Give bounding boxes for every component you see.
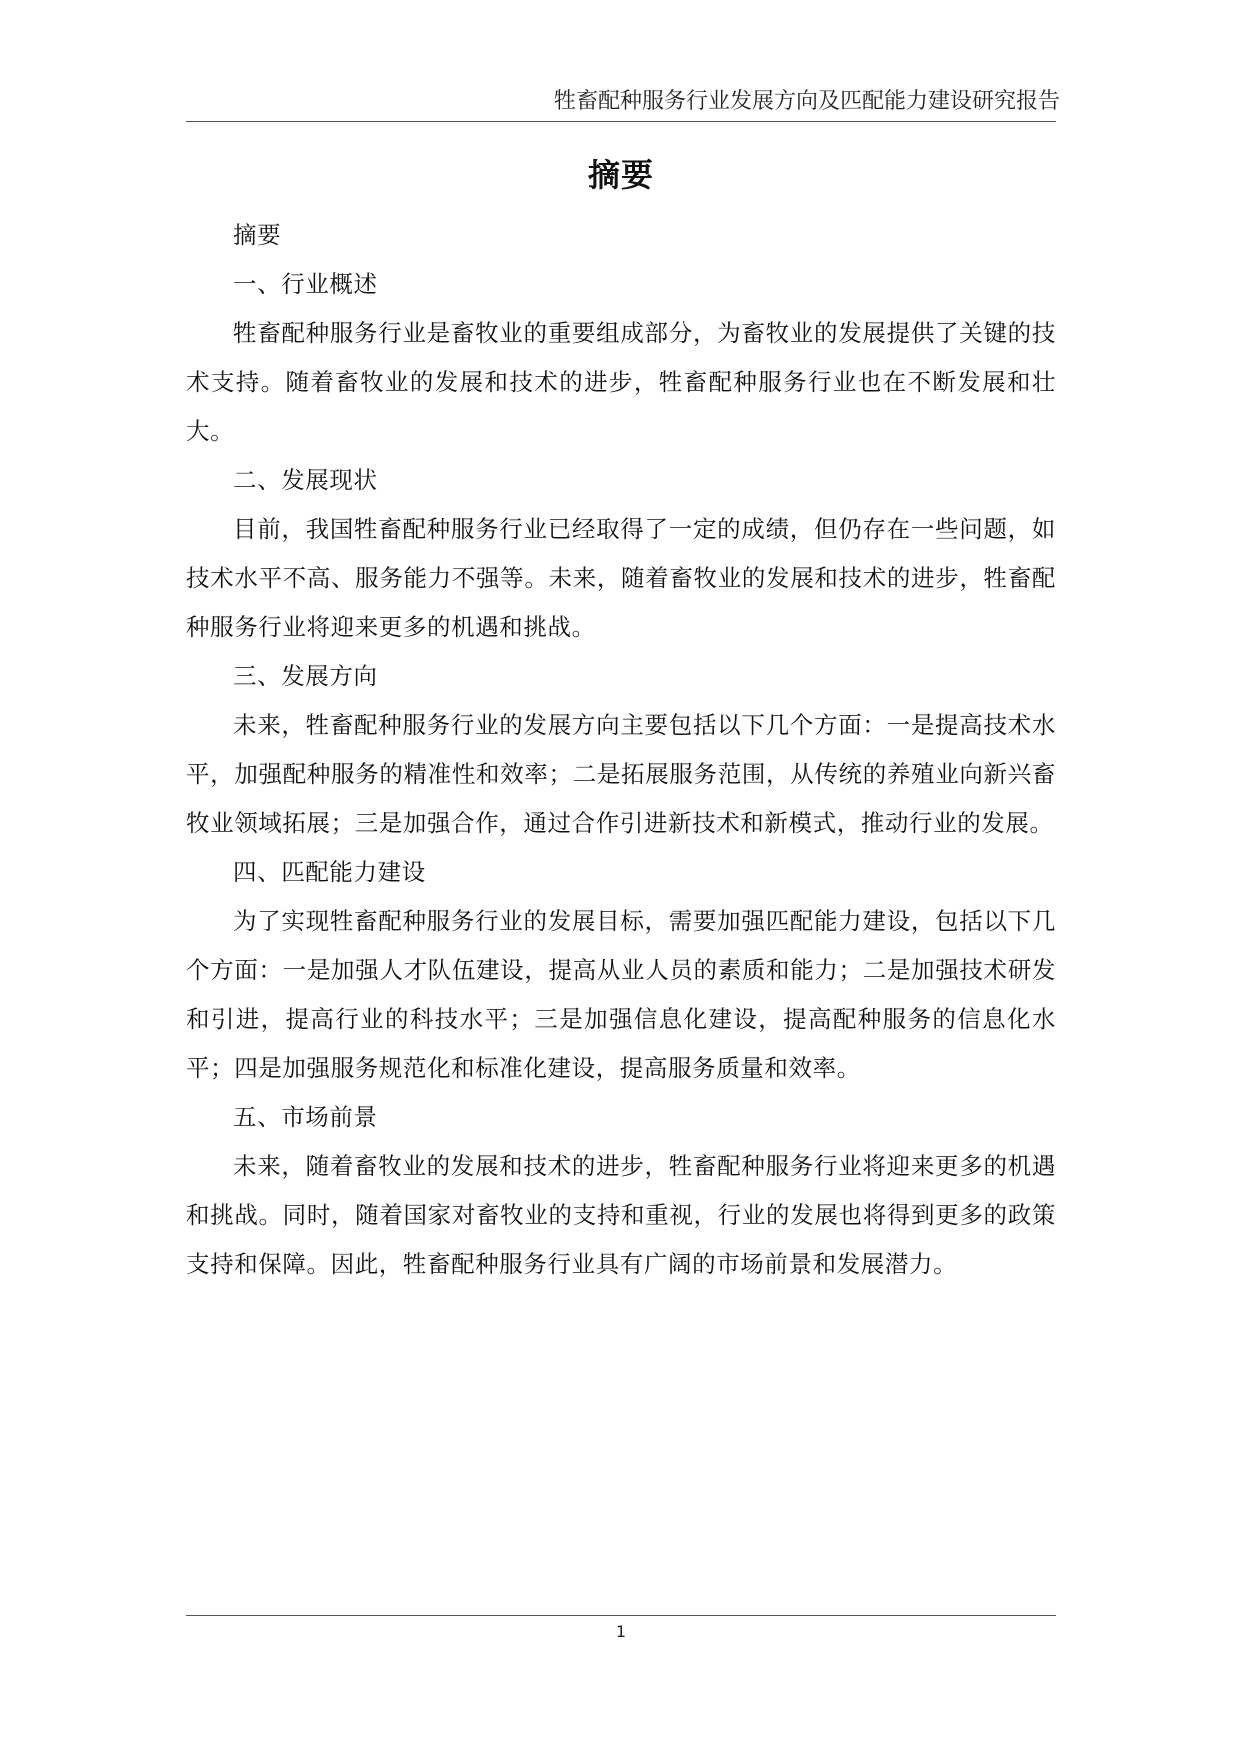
running-header: 牲畜配种服务行业发展方向及匹配能力建设研究报告 [553, 89, 1060, 114]
header-divider [186, 121, 1056, 122]
section-heading-direction: 三、发展方向 [233, 662, 378, 690]
section-text-direction: 未来，牲畜配种服务行业的发展方向主要包括以下几个方面：一是提高技术水平，加强配种服务的精准性和效率；二是拓展服务范围，从传统的养殖业向新兴畜牧业领域拓展；三是加强合作，通过合作引进新技术和新模式，推动行业的发展。 [186, 711, 1056, 837]
abstract-label: 摘要 [233, 221, 282, 249]
section-text-outlook: 未来，随着畜牧业的发展和技术的进步，牲畜配种服务行业将迎来更多的机遇和挑战。同时，随着国家对畜牧业的支持和重视，行业的发展也将得到更多的政策支持和保障。因此，牲畜配种服务行业具有广阔的市场前景和发展潜力。 [186, 1152, 1056, 1278]
section-heading-capability: 四、匹配能力建设 [233, 858, 426, 886]
section-text-status: 目前，我国牲畜配种服务行业已经取得了一定的成绩，但仍存在一些问题，如技术水平不高、服务能力不强等。未来，随着畜牧业的发展和技术的进步，牲畜配种服务行业将迎来更多的机遇和挑战。 [186, 515, 1056, 641]
section-heading-status: 二、发展现状 [233, 466, 378, 494]
section-text-capability: 为了实现牲畜配种服务行业的发展目标，需要加强匹配能力建设，包括以下几个方面：一是加强人才队伍建设，提高从业人员的素质和能力；二是加强技术研发和引进，提高行业的科技水平；三是加强信息化建设，提高配种服务的信息化水平；四是加强服务规范化和标准化建设，提高服务质量和效率。 [186, 907, 1056, 1082]
section-heading-overview: 一、行业概述 [233, 270, 378, 298]
section-text-overview: 牲畜配种服务行业是畜牧业的重要组成部分，为畜牧业的发展提供了关键的技术支持。随着畜牧业的发展和技术的进步，牲畜配种服务行业也在不断发展和壮大。 [186, 319, 1056, 445]
page-number: 1 [615, 1622, 627, 1641]
document-body [186, 211, 1056, 1289]
section-heading-outlook: 五、市场前景 [233, 1103, 378, 1131]
page-title: 摘要 [587, 156, 654, 194]
footer-divider [186, 1615, 1056, 1616]
